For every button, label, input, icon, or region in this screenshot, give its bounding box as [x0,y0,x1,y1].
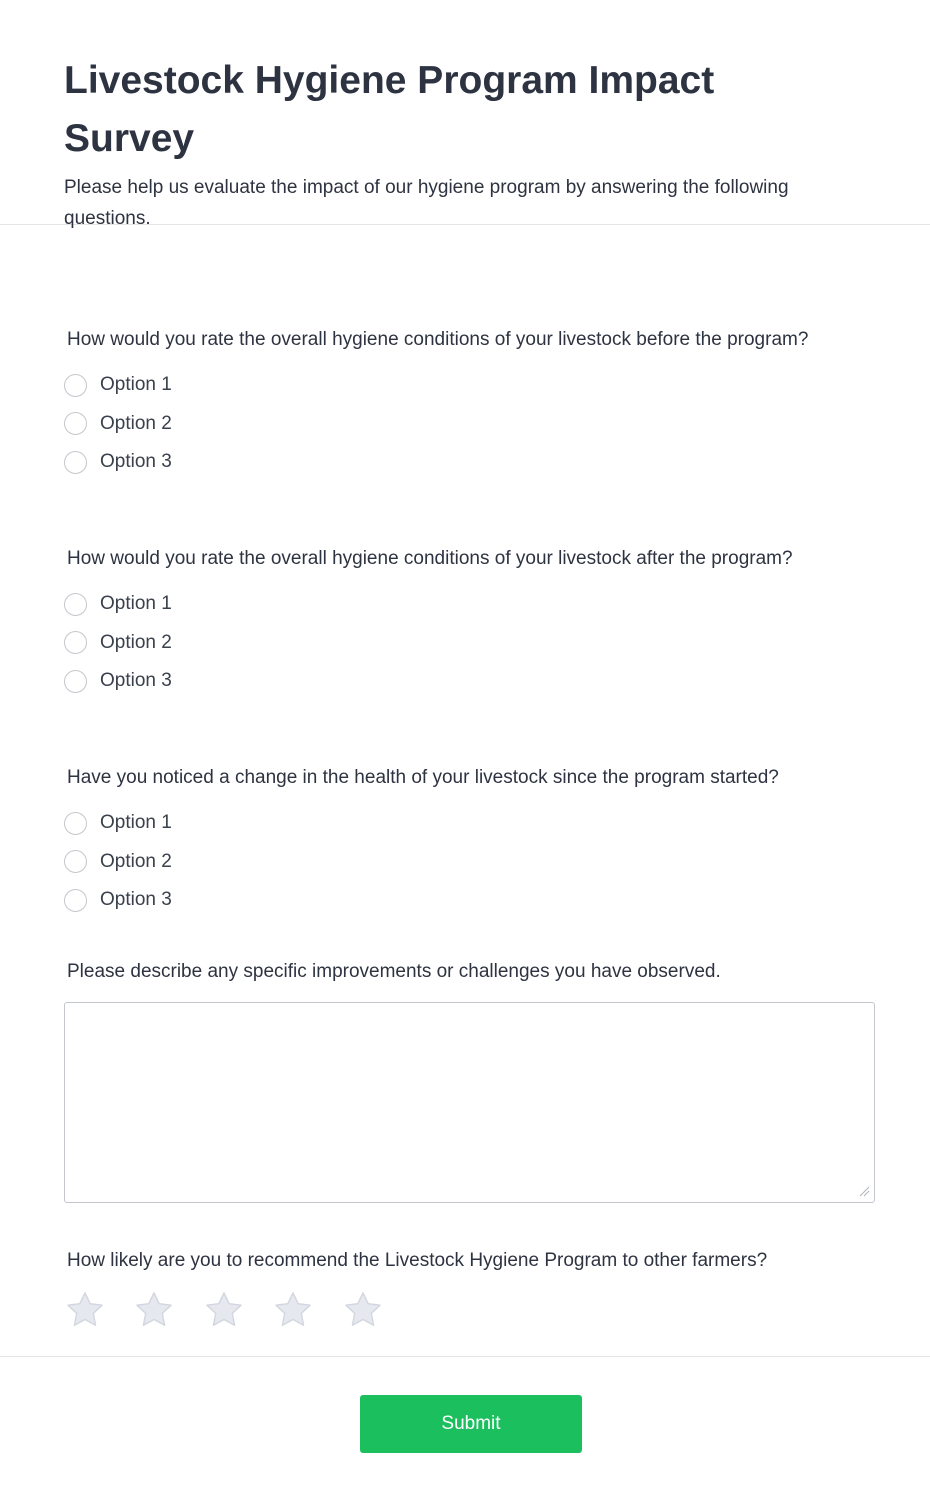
radio-group [64,804,875,920]
star-rating [64,1289,411,1331]
radio-button[interactable] [64,412,87,435]
radio-button[interactable] [64,631,87,654]
radio-group [64,585,875,701]
option-label: Option 3 [100,451,172,473]
survey-header [0,0,930,229]
option-label: Option 3 [100,670,172,692]
star-icon[interactable] [133,1289,175,1331]
question-label: How would you rate the overall hygiene conditions of your livestock after the program? [67,548,793,569]
option-label: Option 2 [100,631,172,653]
radio-button[interactable] [64,850,87,873]
star-icon[interactable] [64,1289,106,1331]
radio-option-2[interactable] [64,624,875,663]
radio-option-1[interactable] [64,585,875,624]
question-5 [64,1248,875,1273]
option-label: Option 2 [100,412,172,434]
radio-button[interactable] [64,374,87,397]
radio-option-2[interactable] [64,405,875,444]
star-icon[interactable] [203,1289,245,1331]
radio-option-3[interactable] [64,662,875,701]
star-icon[interactable] [342,1289,384,1331]
option-label: Option 2 [100,850,172,872]
radio-button[interactable] [64,451,87,474]
resize-grip-icon[interactable] [858,1185,870,1197]
radio-option-2[interactable] [64,843,875,882]
radio-button[interactable] [64,889,87,912]
question-label: How likely are you to recommend the Livestock Hygiene Program to other farmers? [67,1250,768,1271]
radio-option-3[interactable] [64,881,875,920]
question-label: Have you noticed a change in the health of your livestock since the program started? [67,767,779,788]
radio-button[interactable] [64,670,87,693]
option-label: Option 1 [100,812,172,834]
option-label: Option 3 [100,889,172,911]
improvements-textarea[interactable] [64,1002,875,1203]
radio-option-3[interactable] [64,443,875,482]
submit-button[interactable]: Submit [360,1395,582,1453]
option-label: Option 1 [100,593,172,615]
radio-button[interactable] [64,593,87,616]
question-1 [64,327,875,482]
question-2 [64,546,875,701]
question-4 [64,959,875,984]
question-3 [64,765,875,920]
footer-divider [0,1356,930,1357]
star-icon[interactable] [272,1289,314,1331]
option-label: Option 1 [100,374,172,396]
question-label: How would you rate the overall hygiene conditions of your livestock before the program? [67,329,809,350]
question-label: Please describe any specific improvements or challenges you have observed. [67,961,721,982]
survey-description: Please help us evaluate the impact of our hygiene program by answering the following questions. [64,177,789,229]
survey-title: Livestock Hygiene Program Impact Survey [64,59,715,160]
radio-option-1[interactable] [64,366,875,405]
radio-button[interactable] [64,812,87,835]
radio-option-1[interactable] [64,804,875,843]
radio-group [64,366,875,482]
